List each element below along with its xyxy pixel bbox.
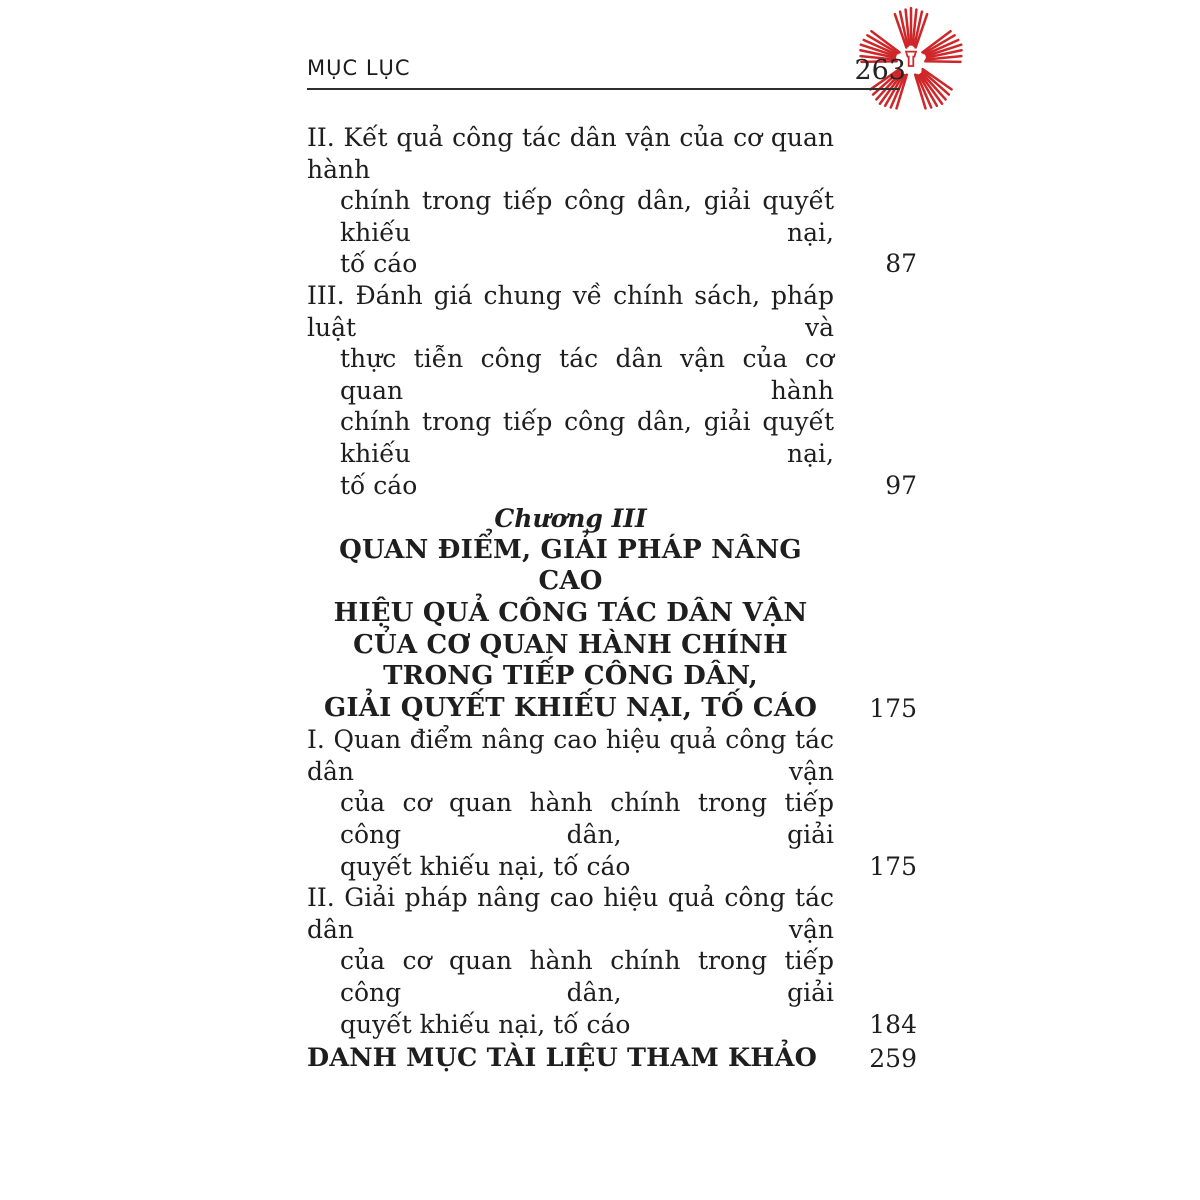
chapter-lines: [307, 503, 834, 724]
chapter-title-line: GIẢI QUYẾT KHIẾU NẠI, TỐ CÁO: [323, 692, 818, 723]
page-header: [307, 55, 906, 90]
entry-page-number: 175: [869, 851, 917, 881]
toc-entry: [307, 122, 917, 280]
entry-line: thực tiễn công tác dân vận của cơ quan hành: [340, 344, 834, 405]
chapter-title-line: TRONG TIẾP CÔNG DÂN,: [383, 661, 758, 692]
entry-line: tố cáo: [340, 470, 418, 500]
entry-text: Giải pháp nâng cao hiệu quả công tác dân vận: [307, 883, 834, 944]
page-number: 263: [854, 55, 906, 86]
toc-entry: [307, 882, 917, 1040]
entry-lines: [307, 1043, 834, 1075]
chapter-label: Chương III: [494, 504, 647, 534]
entry-line: chính trong tiếp công dân, giải quyết khiếu nại,: [340, 186, 834, 247]
entry-line: [307, 122, 834, 185]
entry-line: quyết khiếu nại, tố cáo: [340, 1009, 631, 1039]
entry-marker: II.: [307, 123, 335, 152]
entry-marker: II.: [307, 883, 335, 913]
entry-line: tố cáo: [340, 249, 418, 279]
entry-line: chính trong tiếp công dân, giải quyết khiếu nại,: [340, 407, 834, 468]
entry-lines: [307, 122, 834, 280]
entry-lines: [307, 724, 834, 882]
entry-text: Kết quả công tác dân vận của cơ quan hành: [307, 123, 835, 184]
page-title: MỤC LỤC: [307, 56, 411, 80]
entry-line: [307, 280, 834, 343]
chapter-title-line: HIỆU QUẢ CÔNG TÁC DÂN VẬN: [333, 597, 808, 628]
chapter-heading-block: [307, 503, 917, 724]
entry-line: [307, 882, 834, 945]
entry-text: Đánh giá chung về chính sách, pháp luật và: [307, 280, 834, 342]
entry-line: quyết khiếu nại, tố cáo: [340, 851, 631, 881]
entry-lines: [307, 882, 834, 1040]
chapter-title-line: CỦA CƠ QUAN HÀNH CHÍNH: [353, 629, 788, 660]
references-entry: [307, 1043, 917, 1075]
toc-entry: [307, 724, 917, 882]
entry-line: của cơ quan hành chính trong tiếp công dân, giải: [340, 788, 834, 850]
entry-lines: [307, 280, 834, 501]
entry-page-number: 97: [885, 470, 917, 500]
entry-page-number: 184: [869, 1009, 917, 1039]
entry-page-number: 175: [869, 693, 917, 723]
entry-marker: I.: [307, 725, 325, 755]
entry-line: [307, 724, 834, 787]
chapter-title-line: QUAN ĐIỂM, GIẢI PHÁP NÂNG CAO: [339, 534, 802, 597]
toc-entry: [307, 280, 917, 501]
entry-text: Quan điểm nâng cao hiệu quả công tác dân vận: [307, 725, 834, 786]
table-of-contents: [307, 122, 917, 1075]
entry-line: của cơ quan hành chính trong tiếp công dân, giải: [340, 946, 834, 1008]
references-label: DANH MỤC TÀI LIỆU THAM KHẢO: [307, 1043, 818, 1074]
entry-page-number: 259: [869, 1044, 917, 1074]
entry-marker: III.: [307, 280, 345, 310]
entry-page-number: 87: [885, 249, 917, 279]
